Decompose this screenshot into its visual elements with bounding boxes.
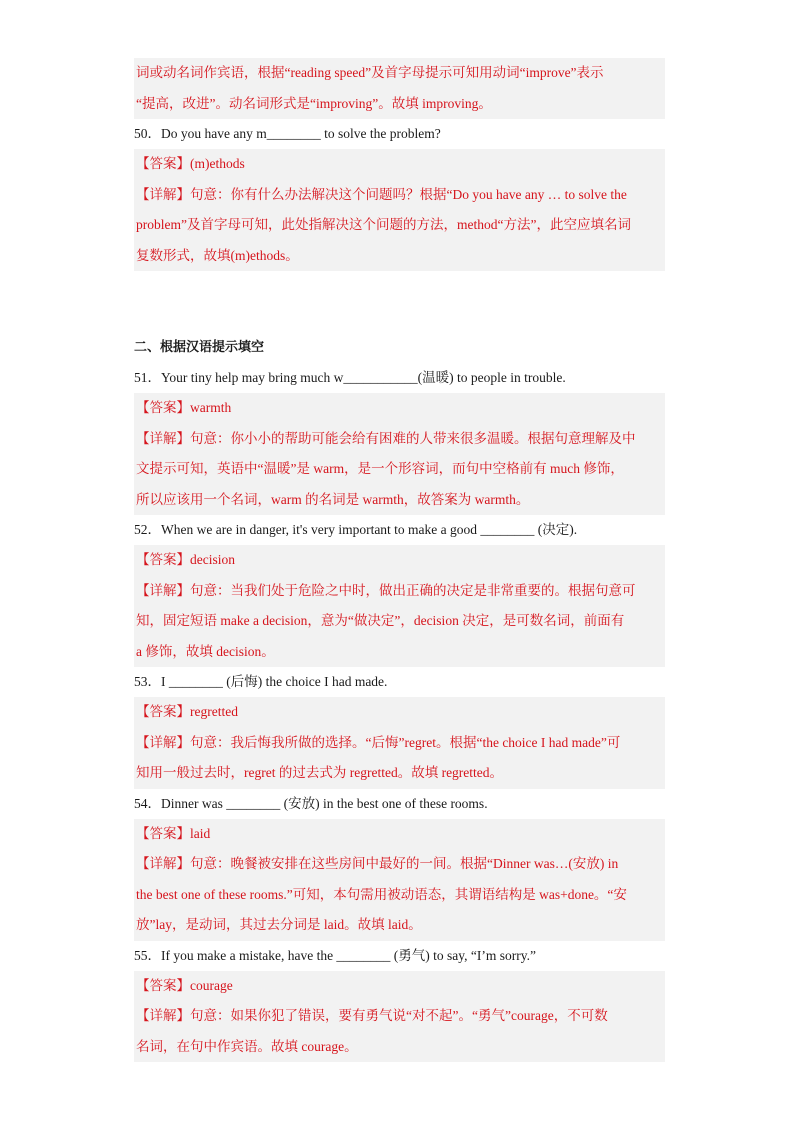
answer-box-54 (134, 819, 665, 941)
explanation-line: “提高，改进”。动名词形式是“improving”。故填 improving。 (136, 95, 492, 111)
explanation-line: 【详解】句意：你小小的帮助可能会给有困难的人带来很多温暖。根据句意理解及中 (136, 430, 636, 446)
answer-text: 【答案】warmth (136, 400, 232, 415)
section-title: 二、根据汉语提示填空 (134, 340, 265, 355)
explanation-line: 词或动名词作宾语，根据“reading speed”及首字母提示可知用动词“improve”表示 (136, 65, 604, 80)
content-column (134, 58, 665, 1062)
answer-box-52 (134, 545, 665, 667)
explanation-line: 复数形式，故填(m)ethods。 (136, 247, 299, 263)
explanation-line: 名词，在句中作宾语。故填 courage。 (136, 1038, 358, 1054)
answer-text: 【答案】decision (136, 552, 235, 567)
answer-text: 【答案】laid (136, 825, 211, 841)
explanation-box-49 (134, 58, 665, 119)
answer-text: 【答案】(m)ethods (136, 156, 245, 171)
answer-box-50 (134, 149, 665, 271)
explanation-line: problem”及首字母可知，此处指解决这个问题的方法，method“方法”，此空应填名词 (136, 217, 631, 232)
explanation-line: 所以应该用一个名词，warm 的名词是 warmth，故答案为 warmth。 (136, 491, 530, 507)
answer-text: 【答案】courage (136, 977, 233, 993)
explanation-line: 知用一般过去时，regret 的过去式为 regretted。故填 regretted。 (136, 765, 504, 780)
answer-box-53 (134, 697, 665, 789)
answer-box-55 (134, 971, 665, 1063)
explanation-line: 【详解】句意：你有什么办法解决这个问题吗？根据“Do you have any … to solve the (136, 186, 627, 202)
explanation-line: 【详解】句意：我后悔我所做的选择。“后悔”regret。根据“the choice I had made”可 (136, 734, 621, 750)
explanation-line: 【详解】句意：当我们处于危险之中时，做出正确的决定是非常重要的。根据句意可 (136, 582, 636, 598)
explanation-line: 【详解】句意：晚餐被安排在这些房间中最好的一间。根据“Dinner was…(安放) in (136, 856, 619, 871)
question-54: 54．Dinner was ________ (安放) in the best one of these rooms. (134, 795, 488, 811)
answer-text: 【答案】regretted (136, 704, 238, 719)
explanation-line: 文提示可知，英语中“温暖”是 warm，是一个形容词，而句中空格前有 much 修饰， (136, 461, 624, 476)
question-51: 51．Your tiny help may bring much w___________(温暖) to people in trouble. (134, 370, 566, 385)
question-55: 55．If you make a mistake, have the ________ (勇气) to say, “I’m sorry.” (134, 947, 537, 963)
question-53: 53．I ________ (后悔) the choice I had made. (134, 674, 388, 689)
explanation-line: the best one of these rooms.”可知，本句需用被动语态，其谓语结构是 was+done。“安 (136, 886, 627, 902)
explanation-line: 知，固定短语 make a decision，意为“做决定”，decision 决定，是可数名词，前面有 (136, 613, 625, 628)
explanation-line: 放”lay，是动词，其过去分词是 laid。故填 laid。 (136, 917, 422, 932)
explanation-line: a 修饰，故填 decision。 (136, 643, 275, 659)
question-50: 50．Do you have any m________ to solve the problem? (134, 126, 441, 141)
answer-box-51 (134, 393, 665, 515)
question-52: 52．When we are in danger, it's very important to make a good ________ (决定). (134, 522, 578, 537)
explanation-line: 【详解】句意：如果你犯了错误，要有勇气说“对不起”。“勇气”courage，不可数 (136, 1008, 608, 1023)
